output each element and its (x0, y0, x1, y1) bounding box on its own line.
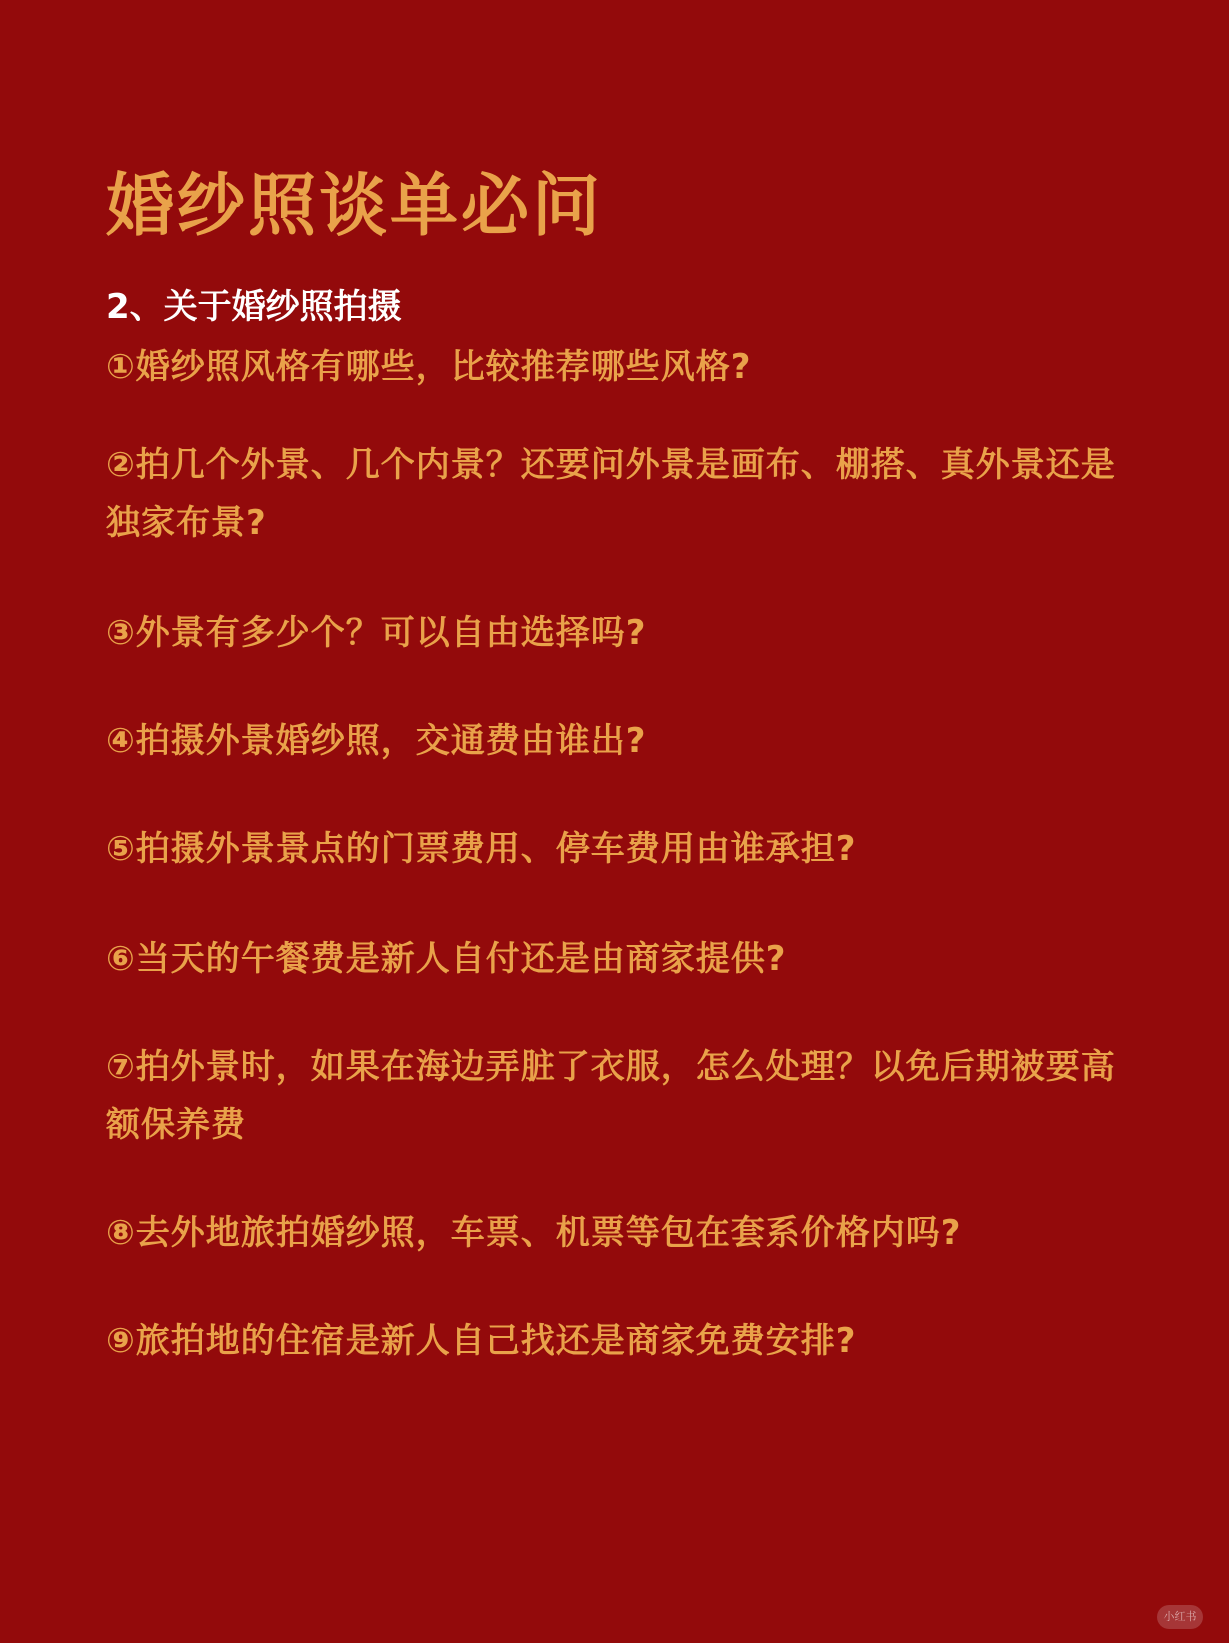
page-title: 婚纱照谈单必问 (106, 167, 604, 246)
question-item: ⑨旅拍地的住宿是新人自己找还是商家免费安排? (106, 1321, 857, 1361)
question-item: ⑦拍外景时，如果在海边弄脏了衣服，怎么处理？以免后期被要高额保养费 (106, 1047, 1116, 1145)
question-item: ④拍摄外景婚纱照，交通费由谁出? (106, 721, 647, 761)
question-item: ③外景有多少个？可以自由选择吗? (106, 613, 647, 653)
question-item: ⑥当天的午餐费是新人自付还是由商家提供? (106, 939, 787, 979)
question-item: ②拍几个外景、几个内景？还要问外景是画布、棚搭、真外景还是独家布景? (106, 445, 1116, 543)
watermark-logo: 小红书 (1157, 1605, 1203, 1629)
section-heading: 2、关于婚纱照拍摄 (106, 287, 402, 327)
question-item: ①婚纱照风格有哪些，比较推荐哪些风格? (106, 347, 752, 387)
question-item: ⑧去外地旅拍婚纱照，车票、机票等包在套系价格内吗? (106, 1213, 962, 1253)
question-item: ⑤拍摄外景景点的门票费用、停车费用由谁承担? (106, 829, 857, 869)
